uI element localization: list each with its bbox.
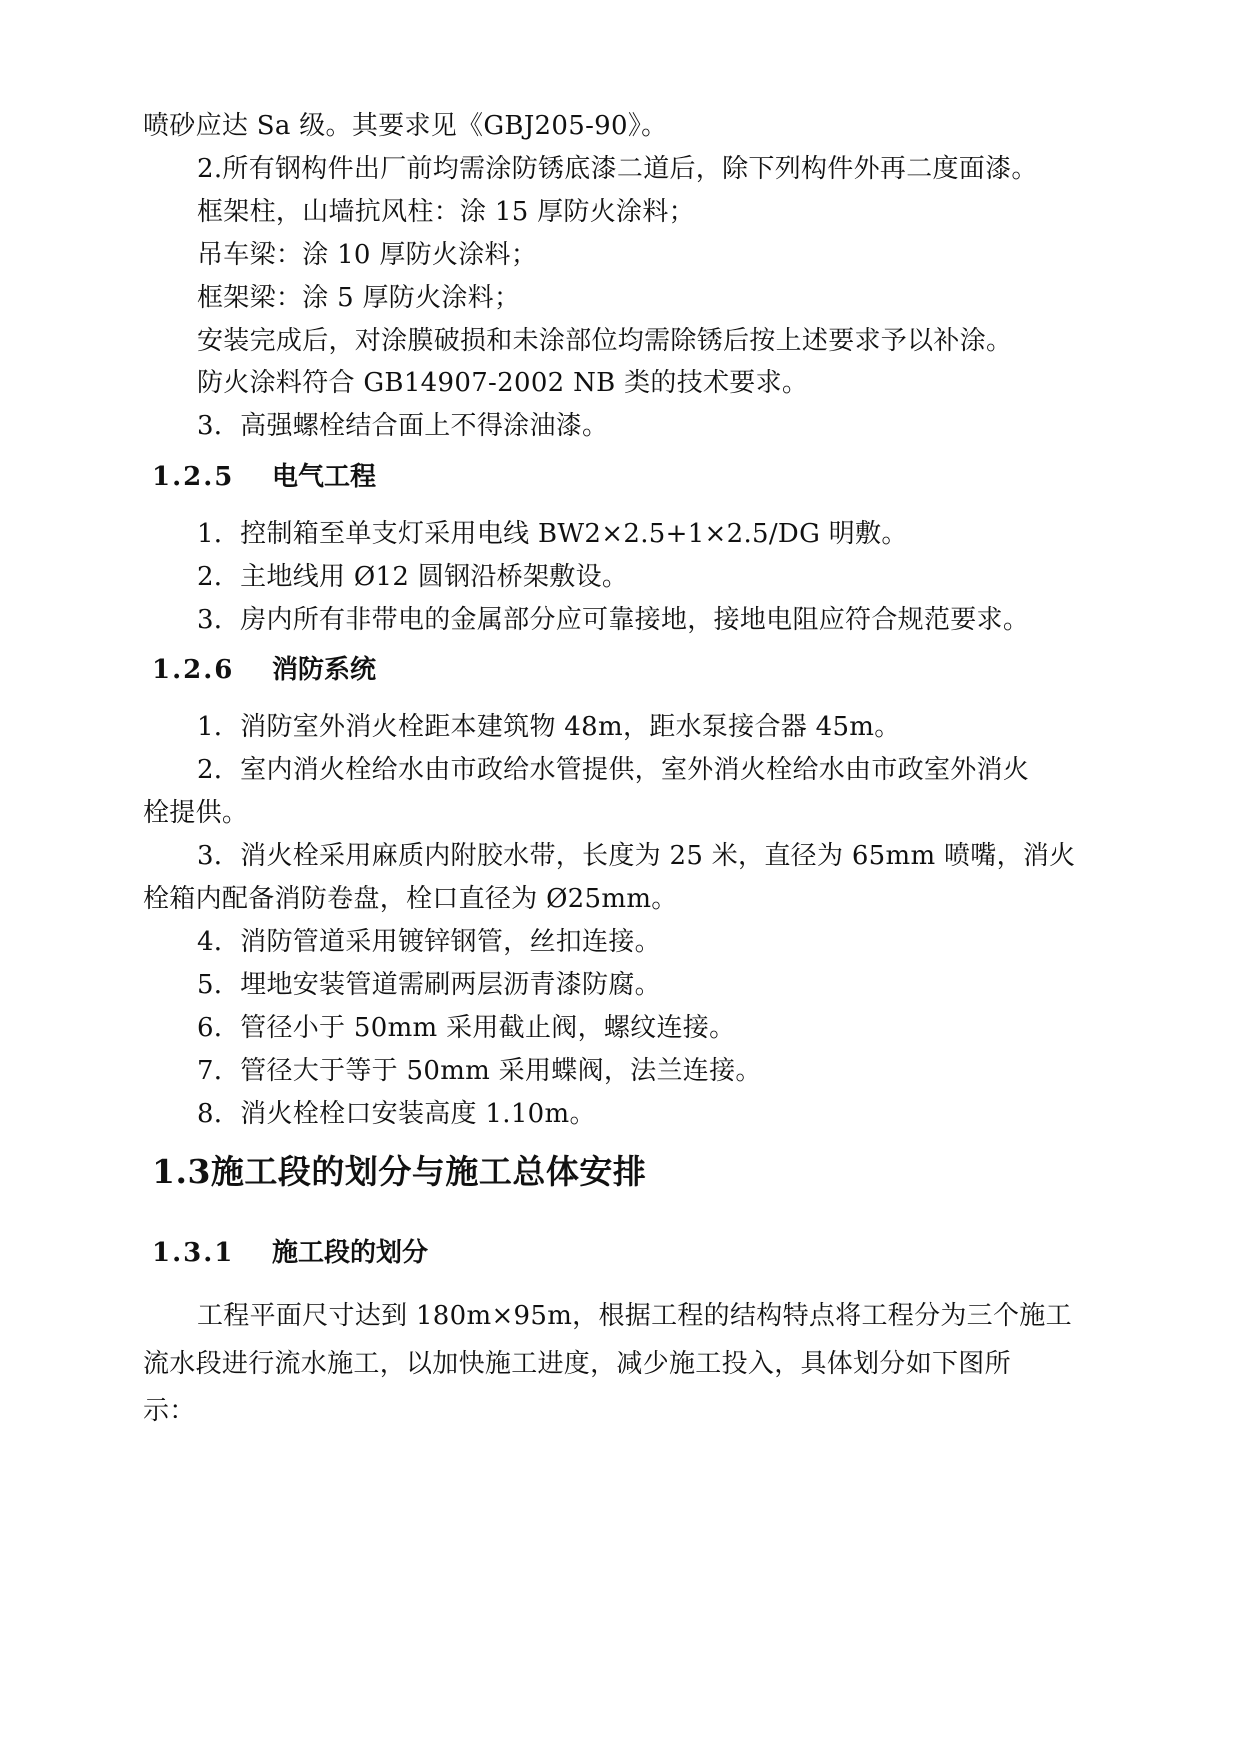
list-item-continuation: 栓提供。 (143, 798, 249, 828)
list-item: 6．管径小于 50mm 采用截止阀，螺纹连接。 (197, 1013, 736, 1043)
coating-crane-beam: 吊车梁：涂 10 厚防火涂料； (197, 240, 538, 270)
coating-item-2: 2.所有钢构件出厂前均需涂防锈底漆二道后，除下列构件外再二度面漆。 (197, 154, 1038, 184)
section-number: 1.3.1 (152, 1238, 235, 1268)
section-heading-1-2-5 (152, 460, 376, 494)
section-heading-1-3-1 (152, 1236, 428, 1270)
paragraph-line: 流水段进行流水施工，以加快施工进度，减少施工投入，具体划分如下图所 (143, 1349, 1011, 1379)
list-item: 8．消火栓栓口安装高度 1.10m。 (197, 1099, 596, 1129)
list-item-continuation: 栓箱内配备消防卷盘，栓口直径为 Ø25mm。 (143, 884, 678, 914)
list-item: 1．控制箱至单支灯采用电线 BW2×2.5+1×2.5/DG 明敷。 (197, 519, 908, 549)
paragraph-line: 工程平面尺寸达到 180m×95m，根据工程的结构特点将工程分为三个施工 (197, 1301, 1072, 1331)
section-title: 消防系统 (272, 655, 377, 685)
section-title: 施工段的划分 (272, 1238, 429, 1268)
list-item: 4．消防管道采用镀锌钢管，丝扣连接。 (197, 927, 661, 957)
coating-item-3: 3．高强螺栓结合面上不得涂油漆。 (197, 411, 609, 441)
paragraph-line: 示： (143, 1396, 196, 1426)
list-item: 5．埋地安装管道需刷两层沥青漆防腐。 (197, 970, 661, 1000)
coating-frame-beam: 框架梁：涂 5 厚防火涂料； (197, 283, 521, 313)
list-item: 7．管径大于等于 50mm 采用蝶阀，法兰连接。 (197, 1056, 762, 1086)
list-item: 3．房内所有非带电的金属部分应可靠接地，接地电阻应符合规范要求。 (197, 605, 1030, 635)
list-item: 3．消火栓采用麻质内附胶水带，长度为 25 米，直径为 65mm 喷嘴，消火 (197, 841, 1076, 871)
intro-line: 喷砂应达 Sa 级。其要求见《GBJ205-90》。 (143, 111, 668, 141)
coating-repair: 安装完成后，对涂膜破损和未涂部位均需除锈后按上述要求予以补涂。 (197, 326, 1013, 356)
section-number: 1.2.6 (152, 655, 235, 685)
list-item: 1．消防室外消火栓距本建筑物 48m，距水泵接合器 45m。 (197, 712, 901, 742)
section-heading-1-2-6 (152, 653, 376, 687)
coating-frame-column: 框架柱，山墙抗风柱：涂 15 厚防火涂料； (197, 197, 695, 227)
list-item: 2．室内消火栓给水由市政给水管提供，室外消火栓给水由市政室外消火 (197, 755, 1030, 785)
section-number: 1.2.5 (152, 462, 235, 492)
section-heading-1-3: 1.3施工段的划分与施工总体安排 (152, 1152, 647, 1191)
coating-standard: 防火涂料符合 GB14907-2002 NB 类的技术要求。 (197, 368, 809, 398)
section-title: 电气工程 (272, 462, 377, 492)
list-item: 2．主地线用 Ø12 圆钢沿桥架敷设。 (197, 562, 629, 592)
